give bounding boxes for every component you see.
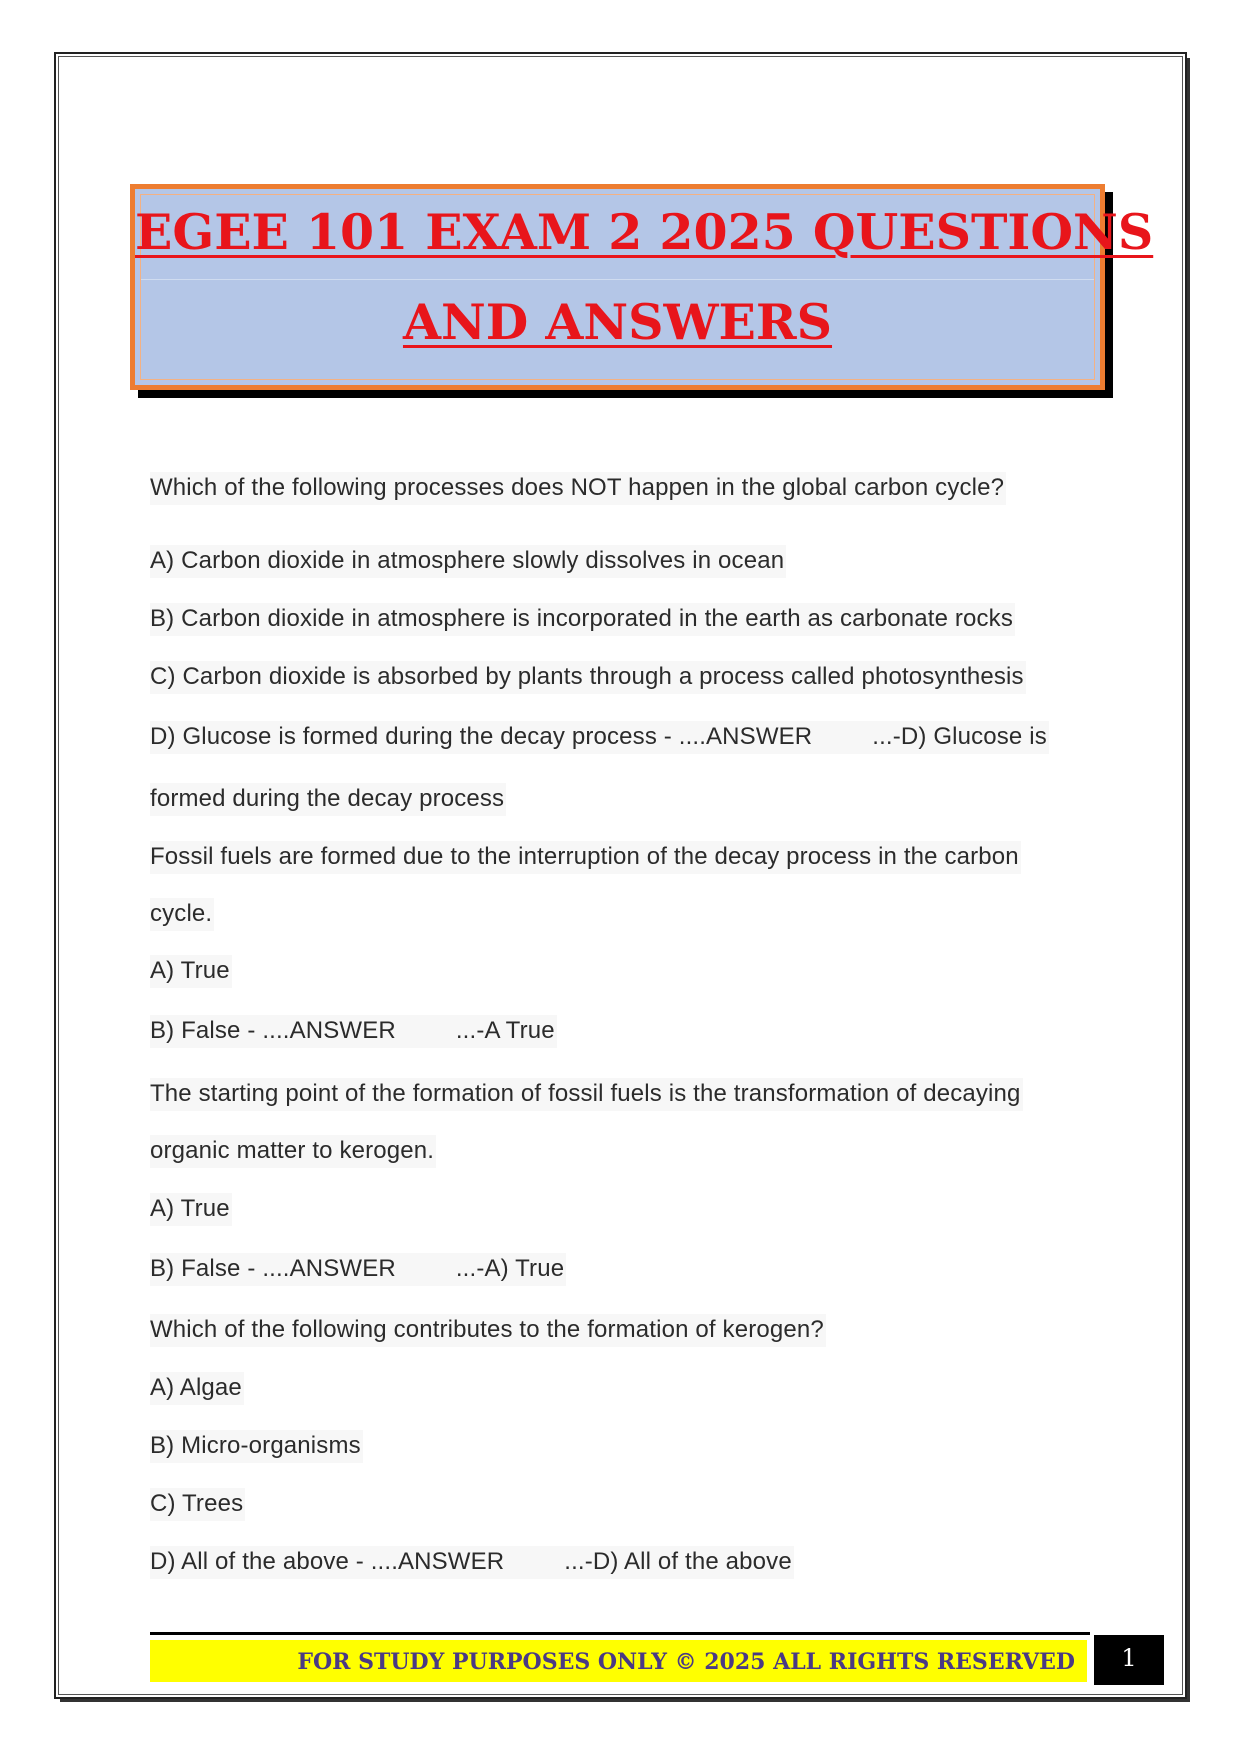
question-4-option-c: C) Trees [150,1488,245,1521]
question-2-option-a: A) True [150,955,232,988]
page-title-line-1: EGEE 101 EXAM 2 2025 QUESTIONS [135,203,1154,261]
question-1-answer-continuation: formed during the decay process [150,783,506,816]
footer-rule [150,1632,1090,1635]
question-1-answer-line [150,721,1049,754]
question-1-option-c: C) Carbon dioxide is absorbed by plants through a process called photosynthesis [150,661,1026,694]
question-3-text-line-1: The starting point of the formation of fossil fuels is the transformation of decaying [150,1078,1023,1111]
question-2-option-b: B) False - ....ANSWER [150,1017,396,1044]
question-3-text-line-2: organic matter to kerogen. [150,1135,436,1168]
question-2-text-line-1: Fossil fuels are formed due to the interruption of the decay process in the carbon [150,841,1021,874]
page-number: 1 [1094,1635,1164,1685]
question-1-option-d: D) Glucose is formed during the decay process - ....ANSWER [150,723,813,750]
question-4-text: Which of the following contributes to the formation of kerogen? [150,1314,826,1347]
question-1-answer: ...-D) Glucose is [872,723,1047,750]
question-2-answer: ...-A True [455,1017,555,1044]
title-divider [141,279,1094,280]
question-1-text: Which of the following processes does NOT happen in the global carbon cycle? [150,472,1006,505]
question-3-answer-line [150,1253,566,1286]
question-2-text-line-2: cycle. [150,898,214,931]
question-1-option-b: B) Carbon dioxide in atmosphere is incorporated in the earth as carbonate rocks [150,603,1015,636]
footer-band [150,1640,1087,1682]
page-title-line-2: AND ANSWERS [402,293,833,351]
question-4-option-b: B) Micro-organisms [150,1430,363,1463]
question-4-option-d: D) All of the above - ....ANSWER [150,1548,505,1575]
title-box [130,184,1154,390]
question-4-answer: ...-D) All of the above [564,1548,792,1575]
footer-text: FOR STUDY PURPOSES ONLY © 2025 ALL RIGHTS RESERVED [297,1649,1075,1675]
question-4-answer-line [150,1546,794,1579]
question-1-option-a: A) Carbon dioxide in atmosphere slowly dissolves in ocean [150,545,786,578]
question-3-option-a: A) True [150,1193,232,1226]
question-3-answer: ...-A) True [455,1255,565,1282]
question-2-answer-line [150,1015,557,1048]
question-4-option-a: A) Algae [150,1372,244,1405]
question-3-option-b: B) False - ....ANSWER [150,1255,396,1282]
